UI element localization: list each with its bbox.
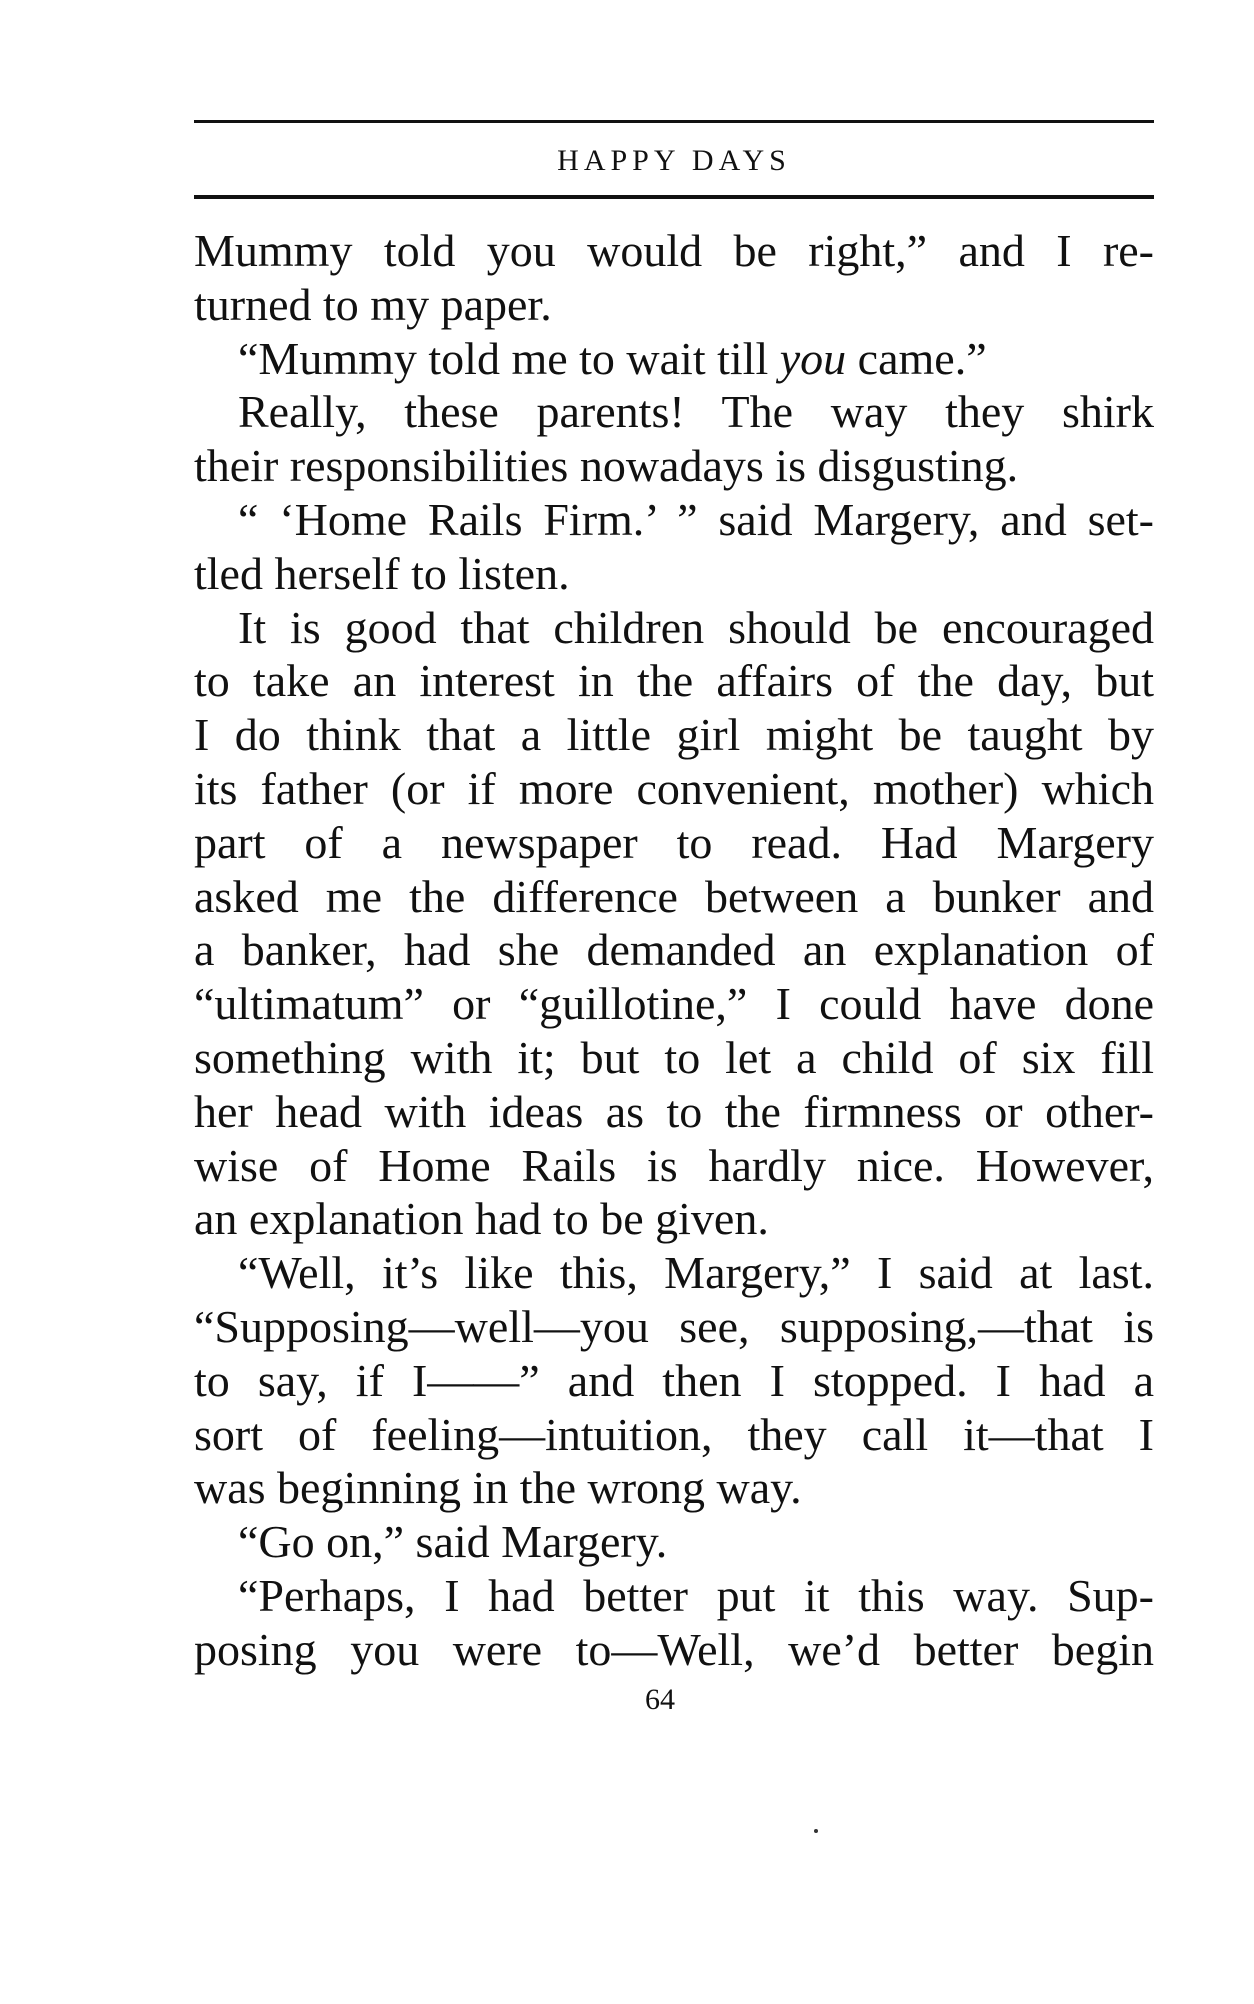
text-line: tled herself to listen.: [194, 547, 570, 599]
header-rule-bottom: [194, 195, 1154, 199]
text-run: came.”: [846, 332, 987, 384]
page-number: 64: [645, 1683, 675, 1716]
text-line: Mummy told you would be right,” and I re-: [194, 225, 1154, 276]
text-line: to take an interest in the affairs of the day, but: [194, 655, 1154, 707]
text-line: her head with ideas as to the firmness or other-: [194, 1085, 1154, 1137]
text-line: sort of feeling—intuition, they call it—that I: [194, 1408, 1154, 1460]
text-line: I do think that a little girl might be taught by: [194, 709, 1154, 761]
text-run: “Mummy told me to wait till: [238, 332, 780, 384]
text-line: “Go on,” said Margery.: [238, 1516, 668, 1568]
text-line: Really, these parents! The way they shirk: [238, 386, 1154, 438]
text-line: to say, if I——” and then I stopped. I had a: [194, 1354, 1154, 1406]
text-line: part of a newspaper to read. Had Margery: [194, 816, 1154, 868]
text-line: “ultimatum” or “guillotine,” I could have done: [194, 978, 1154, 1030]
text-line: It is good that children should be encouraged: [238, 601, 1154, 653]
text-line: was beginning in the wrong way.: [194, 1462, 802, 1514]
text-line: “Well, it’s like this, Margery,” I said at last.: [238, 1247, 1154, 1299]
ink-speck: [814, 1829, 818, 1833]
text-line: wise of Home Rails is hardly nice. However,: [194, 1139, 1154, 1191]
text-line: [194, 332, 1154, 386]
text-line: “Supposing—well—you see, supposing,—that is: [194, 1300, 1154, 1352]
text-line: posing you were to—Well, we’d better begin: [194, 1623, 1154, 1675]
text-line: their responsibilities nowadays is disgusting.: [194, 440, 1019, 492]
text-line: a banker, had she demanded an explanation of: [194, 924, 1154, 976]
text-line: “ ‘Home Rails Firm.’ ” said Margery, and set-: [238, 493, 1154, 545]
running-head: HAPPY DAYS: [557, 144, 791, 177]
emphasis-text: you: [779, 332, 847, 384]
header-rule-top: [194, 120, 1154, 123]
body-text: [194, 224, 1154, 1677]
text-line: something with it; but to let a child of six fill: [194, 1031, 1154, 1083]
text-line: “Perhaps, I had better put it this way. Sup-: [238, 1569, 1154, 1621]
text-line: an explanation had to be given.: [194, 1193, 769, 1245]
text-line: turned to my paper.: [194, 278, 552, 330]
text-line: its father (or if more convenient, mother) which: [194, 762, 1154, 814]
text-line: asked me the difference between a bunker and: [194, 870, 1154, 922]
